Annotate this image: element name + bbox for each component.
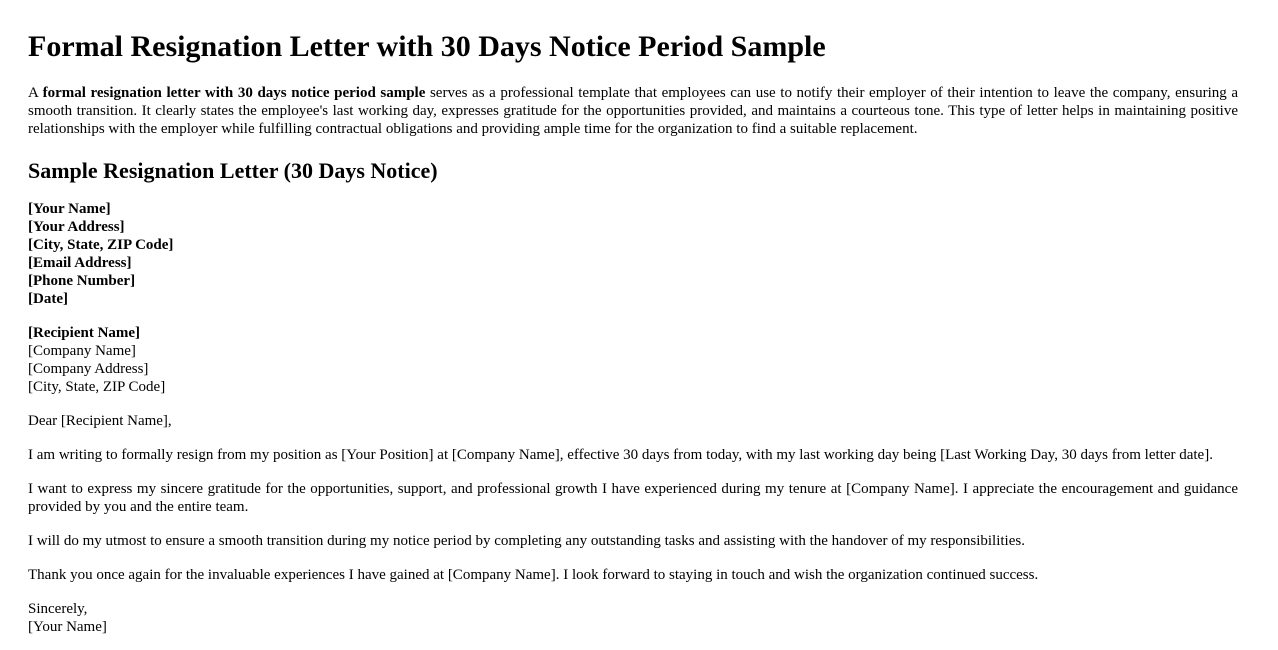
document-page — [28, 0, 1238, 636]
recipient-block — [28, 324, 1238, 396]
intro-bold-phrase: formal resignation letter with 30 days notice period sample — [42, 85, 426, 101]
closing-block — [28, 600, 1238, 636]
intro-paragraph — [28, 84, 1238, 138]
sender-name: [Your Name] — [28, 201, 111, 217]
salutation: Dear [Recipient Name], — [28, 413, 172, 429]
sender-email: [Email Address] — [28, 255, 132, 271]
intro-rest: serves as a professional template that employees can use to notify their employer of their intention to leave the company, ensuring a smooth transition. It clearly states the employee's last working day, expresses gratitude for the opportunities provided, and maintains a courteous tone. This type of letter helps in maintaining positive relationships with the employer while fulfilling contractual obligations and providing ample time for the organization to find a suitable replacement. — [28, 85, 1238, 137]
sender-date: [Date] — [28, 291, 68, 307]
sender-address: [Your Address] — [28, 219, 125, 235]
section-heading: Sample Resignation Letter (30 Days Notice) — [28, 158, 438, 183]
page-title: Formal Resignation Letter with 30 Days Notice Period Sample — [28, 30, 826, 63]
closing: Sincerely, — [28, 601, 88, 617]
intro-lead: A — [28, 85, 43, 101]
body-paragraph-1: I am writing to formally resign from my position as [Your Position] at [Company Name], effective 30 days from today, with my last working day being [Last Working Day, 30 days from letter date]. — [28, 447, 1213, 463]
sender-block — [28, 200, 1238, 308]
body-paragraph-2: I want to express my sincere gratitude for the opportunities, support, and professional growth I have experienced during my tenure at [Company Name]. I appreciate the encouragement and guidance provided by you and the entire team. — [28, 481, 1238, 515]
signature-name: [Your Name] — [28, 619, 107, 635]
recipient-company-name: [Company Name] — [28, 343, 136, 359]
sender-phone: [Phone Number] — [28, 273, 136, 289]
recipient-name: [Recipient Name] — [28, 325, 141, 341]
recipient-company-address: [Company Address] — [28, 361, 149, 377]
recipient-city-state-zip: [City, State, ZIP Code] — [28, 379, 166, 395]
body-paragraph-4: Thank you once again for the invaluable experiences I have gained at [Company Name]. I look forward to staying in touch and wish the organization continued success. — [28, 567, 1039, 583]
sender-city-state-zip: [City, State, ZIP Code] — [28, 237, 174, 253]
body-paragraph-3: I will do my utmost to ensure a smooth transition during my notice period by completing any outstanding tasks and assisting with the handover of my responsibilities. — [28, 533, 1025, 549]
